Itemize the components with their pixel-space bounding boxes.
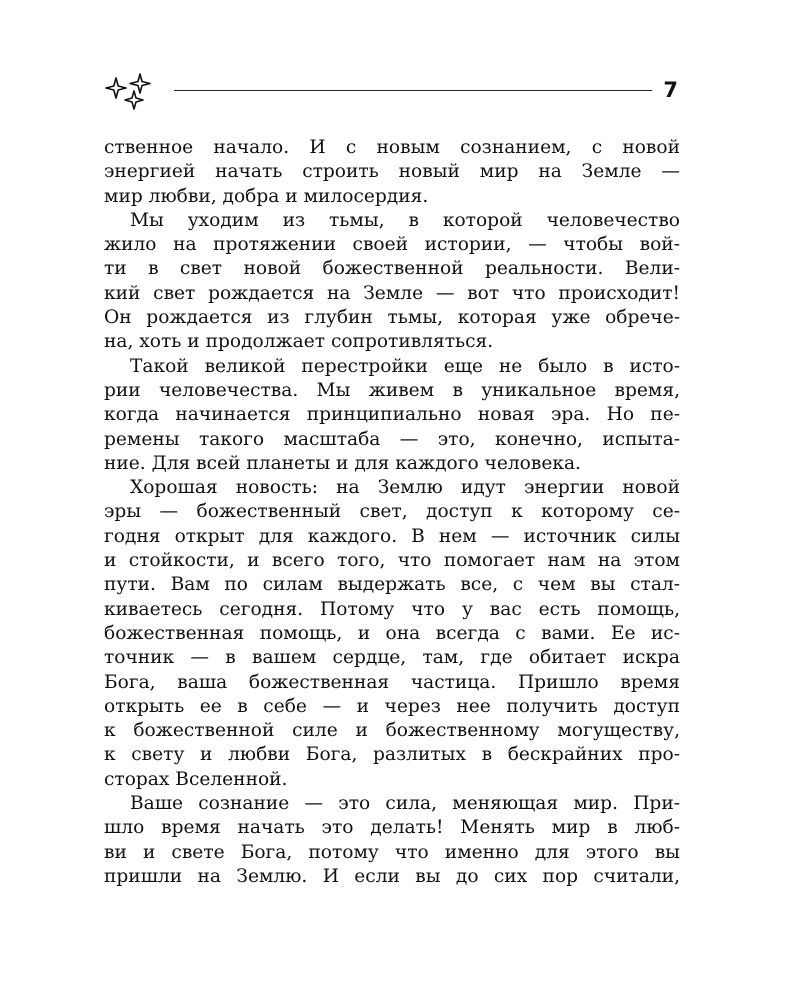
text-line: Хорошая новость: на Землю идут энергии новой <box>130 477 680 499</box>
text-line: Бога, ваша божественная частица. Пришло время <box>104 671 680 693</box>
text-line: пришли на Землю. И если вы до сих пор считали, <box>104 865 680 887</box>
header-rule <box>174 90 652 91</box>
text-line: Такой великой перестройки еще не было в исто- <box>130 355 680 377</box>
text-line: жило на протяжении своей истории, — чтобы вой- <box>104 234 680 256</box>
text-line: открыть ее в себе — и через нее получить доступ <box>104 695 680 717</box>
text-line: на, хоть и продолжает сопротивляться. <box>104 331 494 353</box>
page-header <box>104 72 684 112</box>
text-line: эры — божественный свет, доступ к которому се- <box>104 501 680 523</box>
text-line: ственное начало. И с новым сознанием, с новой <box>104 137 680 158</box>
text-line: Он рождается из глубин тьмы, которая уже обрече- <box>104 307 680 329</box>
text-line: ти в свет новой божественной реальности. Вели- <box>104 258 680 280</box>
text-line: к свету и любви Бога, разлитых в бескрайних про- <box>104 744 680 766</box>
text-line: к божественной силе и божественному могуществу, <box>104 720 680 742</box>
star-right-icon <box>130 74 150 93</box>
text-line: киваетесь сегодня. Потому что у вас есть помощь, <box>104 598 680 620</box>
text-line: годня открыт для каждого. В нем — источник силы <box>104 525 680 547</box>
text-line: ви и свете Бога, потому что именно для этого вы <box>104 841 680 863</box>
text-line: кий свет рождается на Земле — вот что происходит! <box>104 282 680 304</box>
text-line: энергией начать строить новый мир на Земле — <box>104 161 680 183</box>
text-line: божественная помощь, и она всегда с вами. Ее ис- <box>104 622 680 644</box>
text-line: сторах Вселенной. <box>104 768 288 790</box>
text-line: когда начинается принципиально новая эра. Но пе- <box>104 404 680 426</box>
text-line: Мы уходим из тьмы, в которой человечество <box>130 209 680 231</box>
text-line: ремены такого масштаба — это, конечно, испыта- <box>104 428 680 450</box>
text-line: мир любви, добра и милосердия. <box>104 185 429 207</box>
text-line: рии человечества. Мы живем в уникальное время, <box>104 379 680 401</box>
text-line: пути. Вам по силам выдержать все, с чем вы стал- <box>104 574 680 596</box>
text-line: точник — в вашем сердце, там, где обитает искра <box>104 647 680 669</box>
body-text <box>104 136 680 889</box>
text-line: ние. Для всей планеты и для каждого человека. <box>104 452 581 474</box>
text-line: Ваше сознание — это сила, меняющая мир. При- <box>130 793 680 815</box>
text-line: и стойкости, и всего того, что помогает нам на этом <box>104 550 680 572</box>
three-stars-icon <box>104 72 156 110</box>
page-number: 7 <box>663 78 678 102</box>
star-left-icon <box>106 78 126 98</box>
text-line: шло время начать это делать! Менять мир в люб- <box>104 817 680 839</box>
